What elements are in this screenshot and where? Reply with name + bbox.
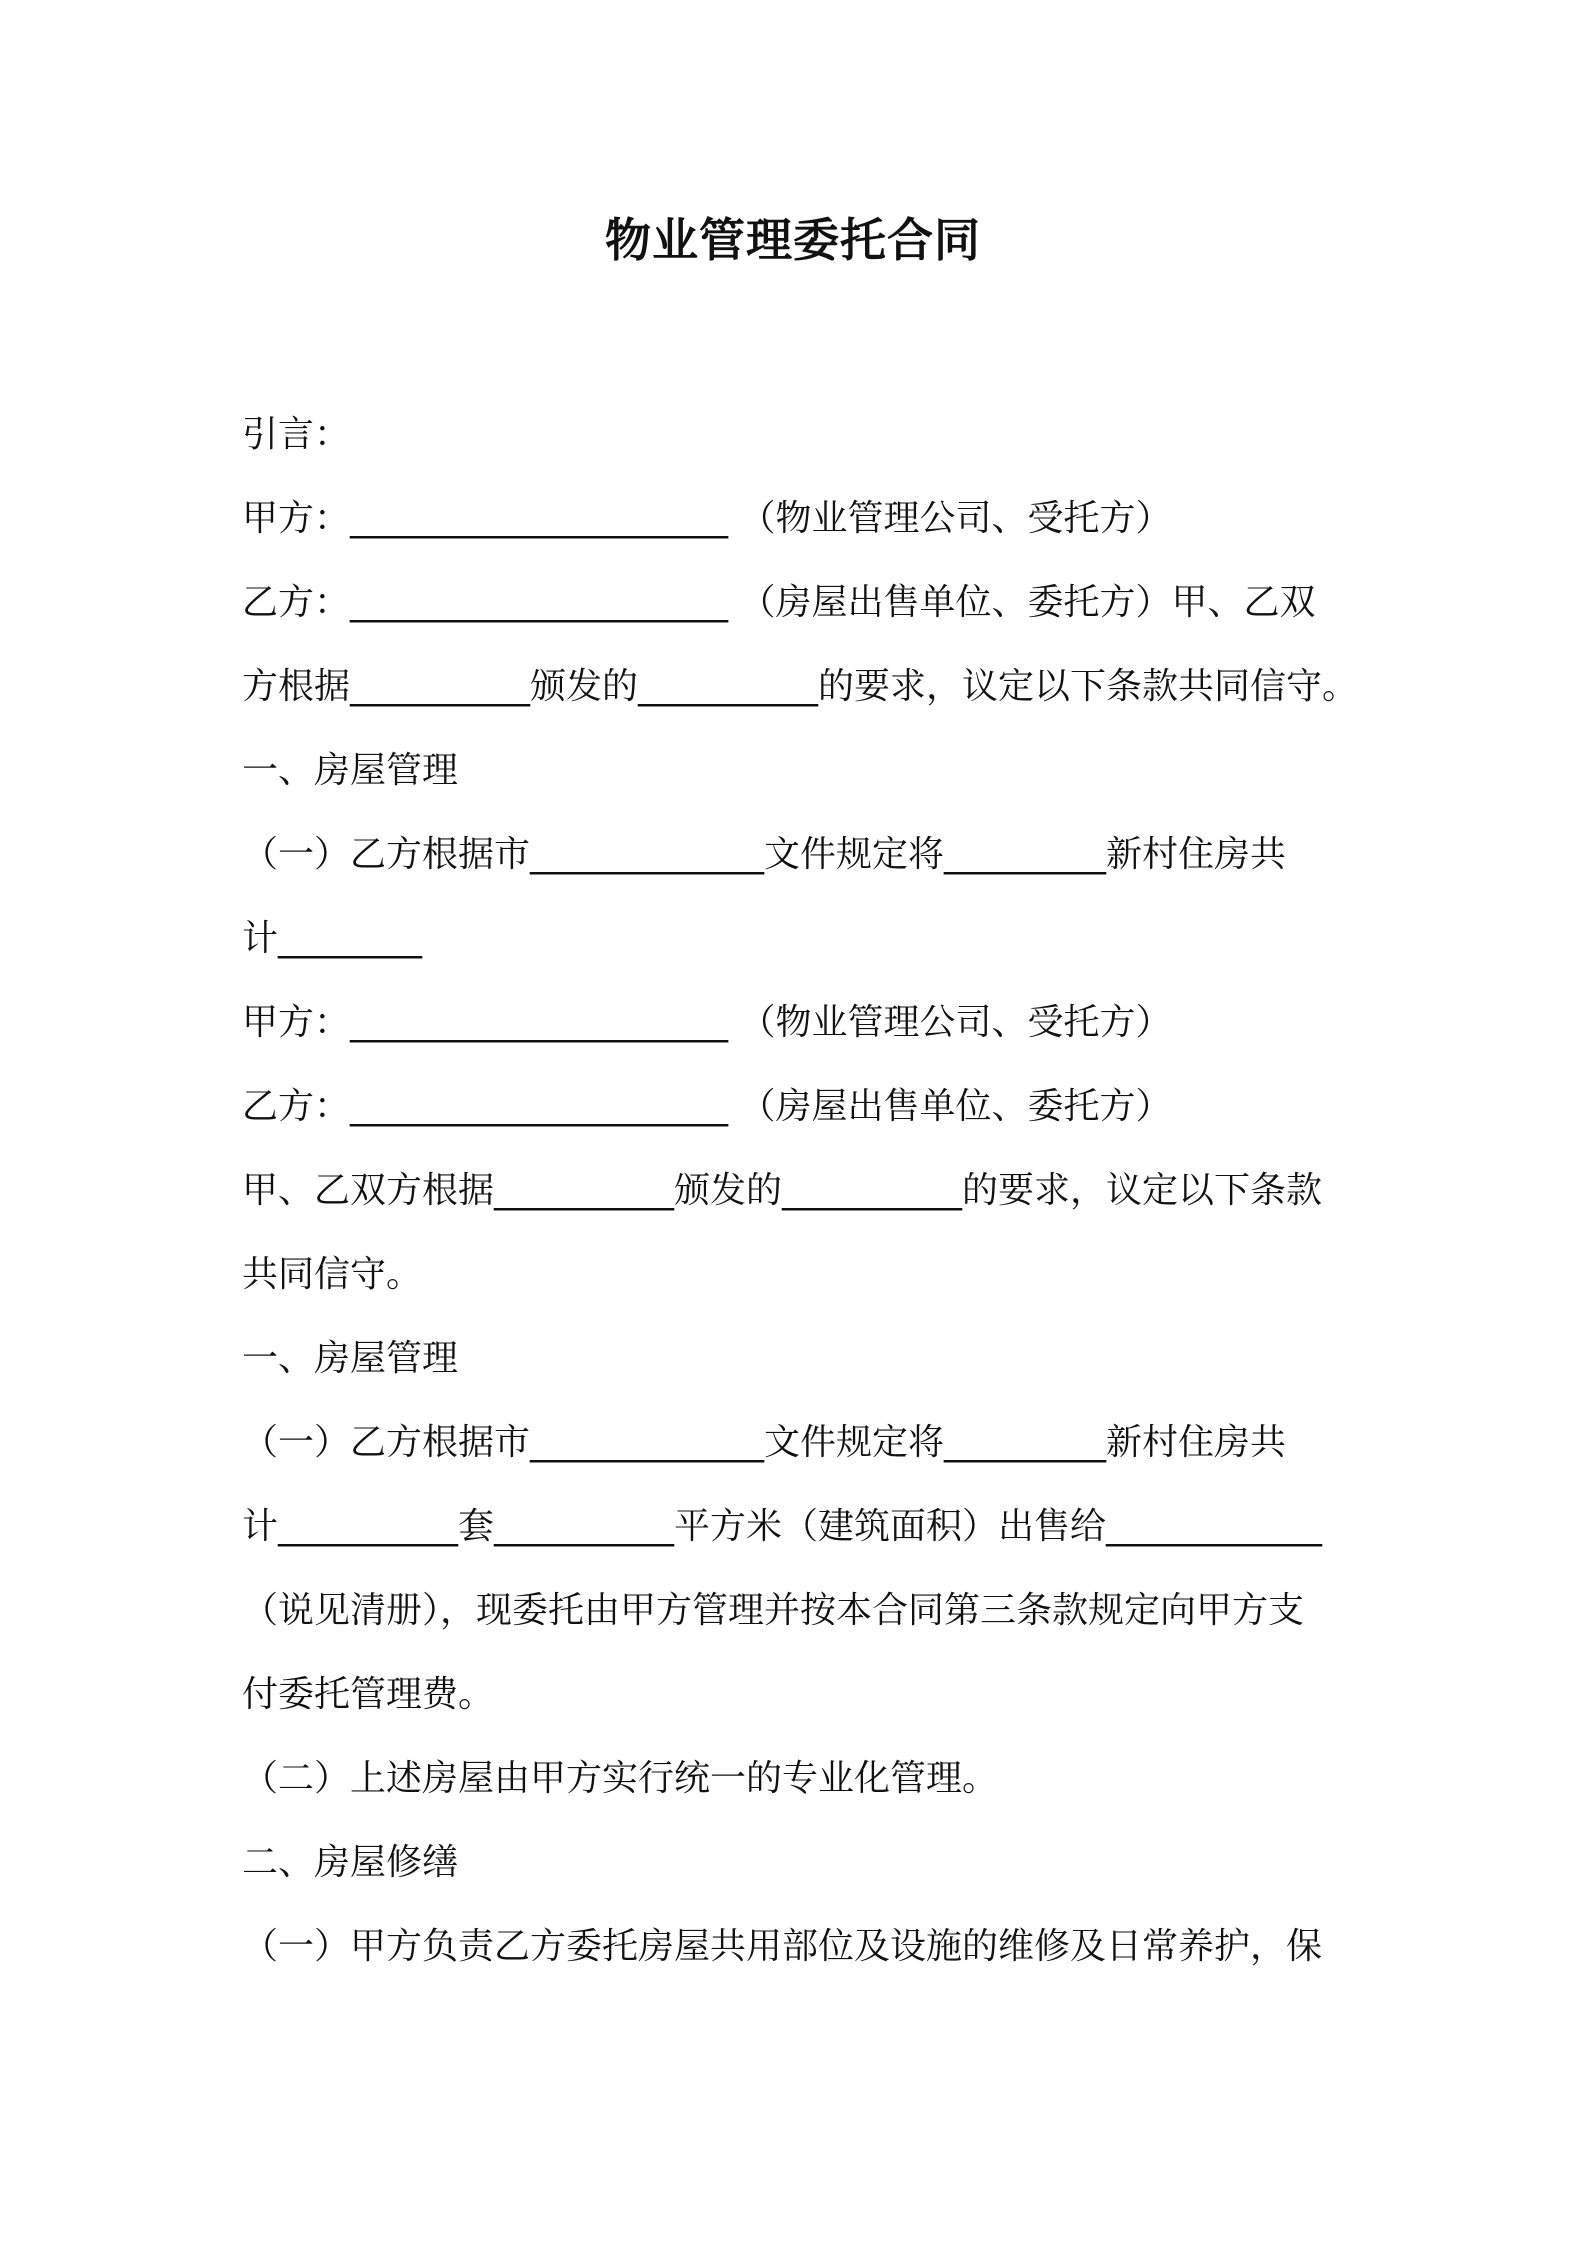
clause-line: 付委托管理费。 bbox=[242, 1674, 495, 1715]
clause-line: 计__________套__________平方米（建筑面积）出售给____________ bbox=[242, 1506, 1323, 1547]
clause-line: （一）甲方负责乙方委托房屋共用部位及设施的维修及日常养护，保 bbox=[242, 1926, 1323, 1967]
clause-line: （二）上述房屋由甲方实行统一的专业化管理。 bbox=[242, 1758, 999, 1799]
agreement-basis-line: 方根据__________颁发的__________的要求，议定以下条款共同信守。 bbox=[242, 666, 1359, 707]
agreement-basis-line: 共同信守。 bbox=[242, 1254, 423, 1295]
clause-line: （一）乙方根据市_____________文件规定将_________新村住房共 bbox=[242, 834, 1287, 875]
intro-label: 引言： bbox=[242, 414, 351, 455]
agreement-basis-line: 甲、乙双方根据__________颁发的__________的要求，议定以下条款 bbox=[242, 1170, 1323, 1211]
party-a-line: 甲方：_____________________ （物业管理公司、受托方） bbox=[242, 1002, 1172, 1043]
party-b-line: 乙方：_____________________ （房屋出售单位、委托方）甲、乙双 bbox=[242, 582, 1316, 623]
party-a-line: 甲方：_____________________ （物业管理公司、受托方） bbox=[242, 498, 1172, 539]
page-title: 物业管理委托合同 bbox=[605, 213, 981, 267]
clause-line: （一）乙方根据市_____________文件规定将_________新村住房共 bbox=[242, 1422, 1287, 1463]
section-heading: 一、房屋管理 bbox=[242, 750, 459, 791]
clause-line: （说见清册），现委托由甲方管理并按本合同第三条款规定向甲方支 bbox=[242, 1590, 1305, 1631]
section-heading: 二、房屋修缮 bbox=[242, 1842, 459, 1883]
clause-line: 计________ bbox=[242, 918, 423, 959]
party-b-line: 乙方：_____________________ （房屋出售单位、委托方） bbox=[242, 1086, 1172, 1127]
section-heading: 一、房屋管理 bbox=[242, 1338, 459, 1379]
